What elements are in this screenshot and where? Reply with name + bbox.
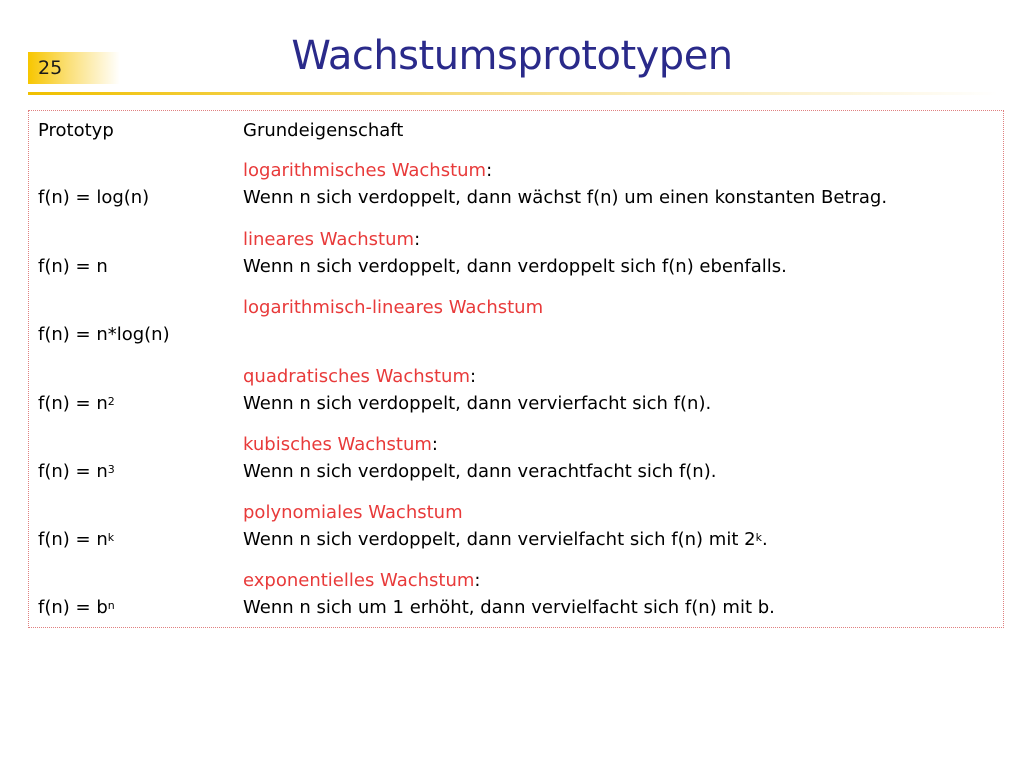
header-prototype: Prototyp <box>38 120 114 141</box>
formula: f(n) = n*log(n) <box>38 324 170 345</box>
growth-description: Wenn n sich verdoppelt, dann vervierfacht sich f(n). <box>243 393 712 414</box>
formula-base: f(n) = n <box>38 461 108 482</box>
growth-colon: : <box>470 366 477 387</box>
title-divider <box>28 92 998 95</box>
description-exponent: k <box>755 531 762 544</box>
slide-number: 25 <box>28 52 120 84</box>
growth-name-line <box>243 568 481 594</box>
growth-name-line <box>243 295 543 321</box>
growth-description: Wenn n sich verdoppelt, dann verdoppelt sich f(n) ebenfalls. <box>243 256 787 277</box>
growth-name: logarithmisches Wachstum <box>243 160 487 181</box>
formula-base: f(n) = b <box>38 597 108 618</box>
formula <box>38 459 115 485</box>
growth-name: logarithmisch-lineares Wachstum <box>243 297 544 318</box>
formula-base: f(n) = n <box>38 529 108 550</box>
formula: f(n) = n <box>38 256 108 277</box>
formula-exponent: n <box>107 599 115 612</box>
formula: f(n) = log(n) <box>38 187 150 208</box>
growth-description <box>243 527 768 553</box>
description-text: Wenn n sich verdoppelt, dann vervielfacht sich f(n) mit 2 <box>243 529 756 550</box>
growth-colon: : <box>486 160 493 181</box>
formula <box>38 391 115 417</box>
growth-description: Wenn n sich um 1 erhöht, dann vervielfacht sich f(n) mit b. <box>243 597 775 618</box>
formula <box>38 595 115 621</box>
growth-name: kubisches Wachstum <box>243 434 432 455</box>
growth-name: lineares Wachstum <box>243 229 415 250</box>
growth-name-line <box>243 432 438 458</box>
header-property: Grundeigenschaft <box>243 120 404 141</box>
description-end: . <box>761 529 768 550</box>
formula-exponent: 2 <box>107 395 115 408</box>
growth-name: exponentielles Wachstum <box>243 570 475 591</box>
growth-colon: : <box>414 229 421 250</box>
growth-name-line <box>243 500 463 526</box>
growth-name-line <box>243 158 492 184</box>
formula-base: f(n) = n <box>38 393 108 414</box>
formula <box>38 527 114 553</box>
growth-name: quadratisches Wachstum <box>243 366 470 387</box>
formula-exponent: 3 <box>107 463 115 476</box>
growth-name-line <box>243 364 476 390</box>
growth-colon: : <box>431 434 438 455</box>
slide-title: Wachstumsprototypen <box>291 33 733 79</box>
growth-colon: : <box>474 570 481 591</box>
growth-name: polynomiales Wachstum <box>243 502 463 523</box>
growth-description: Wenn n sich verdoppelt, dann verachtfacht sich f(n). <box>243 461 717 482</box>
formula-exponent: k <box>107 531 115 544</box>
growth-description: Wenn n sich verdoppelt, dann wächst f(n) um einen konstanten Betrag. <box>243 187 888 208</box>
growth-name-line <box>243 227 420 253</box>
